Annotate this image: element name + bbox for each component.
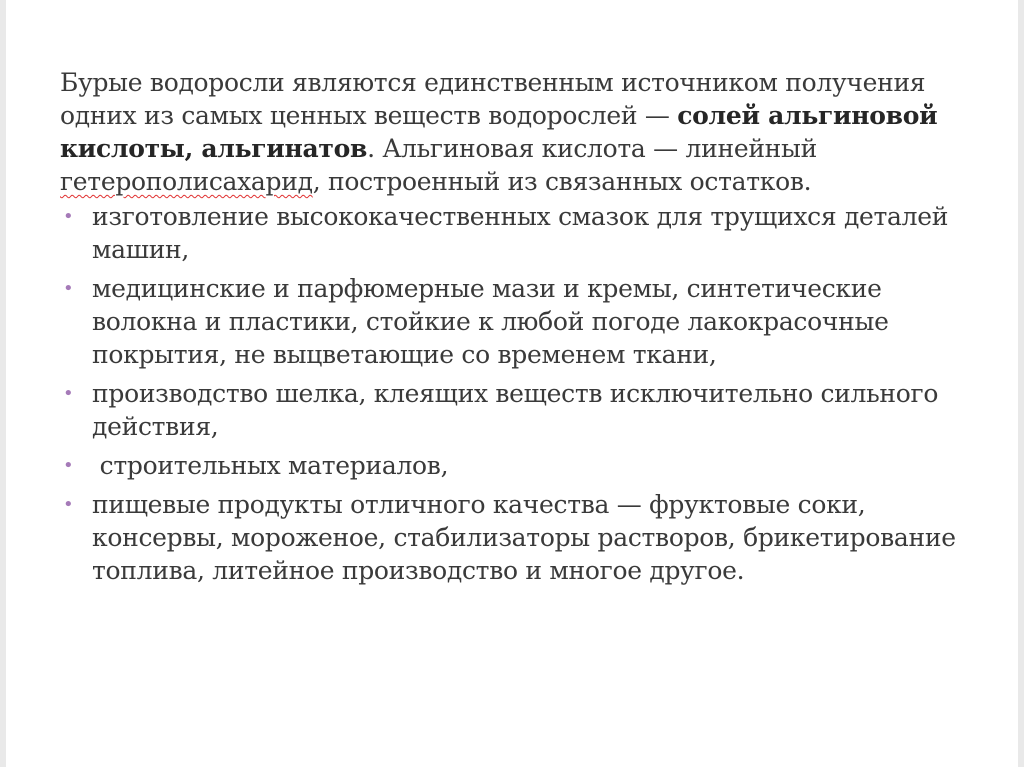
spellcheck-word: гетерополисахарид (60, 167, 313, 196)
intro-bold-term: солей альгиновой кислоты, альгинатов (60, 101, 938, 163)
bullet-icon: • (63, 494, 74, 515)
list-item (60, 449, 990, 482)
bullet-icon: • (63, 278, 74, 299)
list-item-text: строительных материалов, (92, 451, 449, 480)
intro-paragraph (60, 66, 990, 198)
list-item (60, 377, 990, 443)
list-item (60, 272, 990, 371)
bullet-icon: • (63, 206, 74, 227)
bullet-icon: • (63, 455, 74, 476)
bullet-icon: • (63, 383, 74, 404)
intro-text-1: Бурые водоросли являются единственным источником получения одних из самых ценных веществ водорослей — (60, 68, 926, 130)
intro-text-2: . Альгиновая кислота — линейный (367, 134, 818, 163)
intro-text-3: , построенный из связанных остатков. (312, 167, 812, 196)
list-item-text: пищевые продукты отличного качества — фруктовые соки, консервы, мороженое, стабилизаторы растворов, брикетирование топлива, литейное производство и многое другое. (92, 490, 956, 585)
list-item-text: медицинские и парфюмерные мази и кремы, синтетические волокна и пластики, стойкие к любой погоде лакокрасочные покрытия, не выцветающие со временем ткани, (92, 274, 889, 369)
list-item-text: изготовление высококачественных смазок для трущихся деталей машин, (92, 202, 949, 264)
list-item-text: производство шелка, клеящих веществ исключительно сильного действия, (92, 379, 939, 441)
slide-content (60, 66, 990, 593)
list-item (60, 488, 990, 587)
list-item (60, 200, 990, 266)
bullet-list (60, 200, 990, 587)
